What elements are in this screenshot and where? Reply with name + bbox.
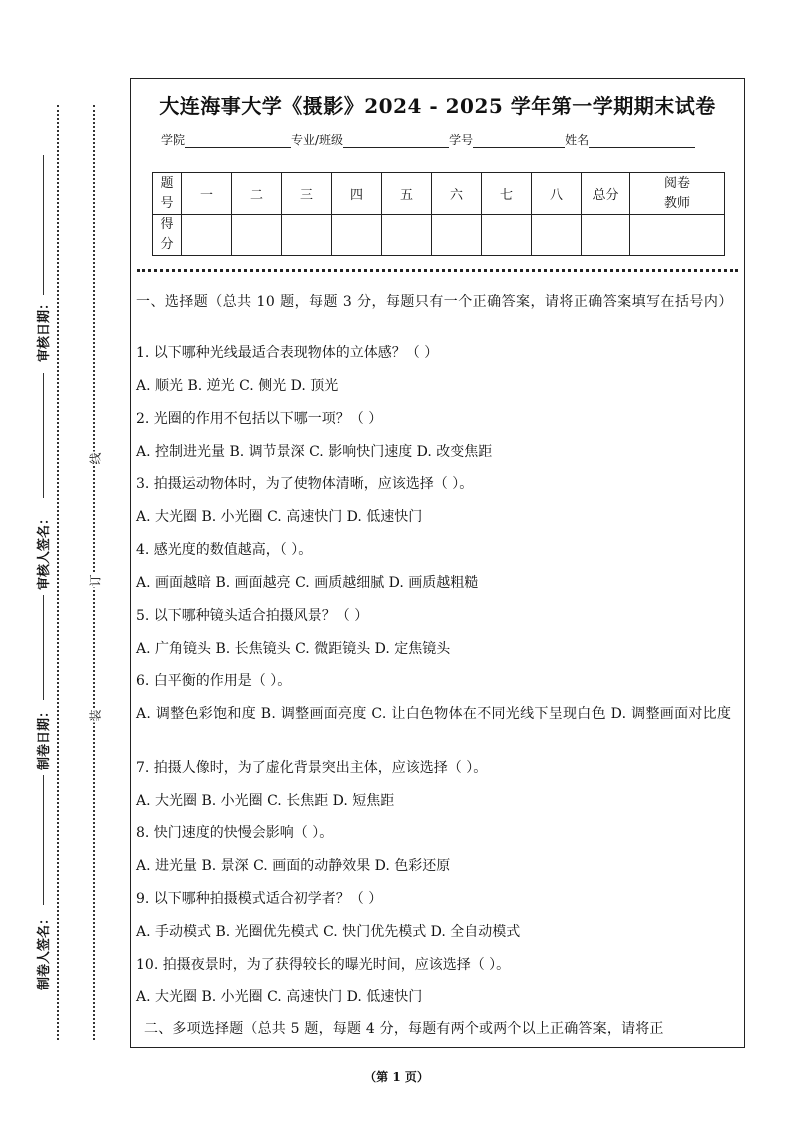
col-4: 四 — [332, 173, 382, 215]
bind-char-staple: 订 — [88, 574, 103, 587]
score-cell-2[interactable] — [232, 215, 282, 256]
score-cell-6[interactable] — [432, 215, 482, 256]
options-4: A. 画面越暗 B. 画面越亮 C. 画质越细腻 D. 画质越粗糙 — [136, 575, 479, 591]
name-field[interactable] — [589, 133, 695, 148]
question-10: 10. 拍摄夜景时，为了获得较长的曝光时间，应该选择（ ）。 — [136, 957, 511, 973]
section1-heading: 一、选择题（总共 10 题，每题 3 分，每题只有一个正确答案，请将正确答案填写在括号内） — [136, 294, 733, 310]
reviewer-signature-label: 审核人签名： — [37, 511, 52, 590]
score-cell-4[interactable] — [332, 215, 382, 256]
options-5: A. 广角镜头 B. 长焦镜头 C. 微距镜头 D. 定焦镜头 — [136, 641, 451, 657]
college-label: 学院 — [161, 133, 186, 147]
major-class-field[interactable] — [343, 133, 449, 148]
section2-heading: 二、多项选择题（总共 5 题，每题 4 分，每题有两个或两个以上正确答案，请将正 — [144, 1021, 664, 1037]
paper-maker-signature-label: 制卷人签名： — [37, 911, 52, 990]
student-id-label: 学号 — [449, 133, 474, 147]
paper-maker-signature-line — [43, 775, 44, 905]
col-6: 六 — [432, 173, 482, 215]
page-number: （第 1 页） — [364, 1070, 429, 1084]
col-7: 七 — [482, 173, 532, 215]
exam-frame — [130, 78, 745, 1048]
col-2: 二 — [232, 173, 282, 215]
col-1: 一 — [182, 173, 232, 215]
paper-date-line — [43, 595, 44, 700]
options-6: A. 调整色彩饱和度 B. 调整画面亮度 C. 让白色物体在不同光线下呈现白色 D. 调整画面对比度 — [136, 706, 732, 722]
student-id-field[interactable] — [473, 133, 565, 148]
name-label: 姓名 — [565, 133, 590, 147]
question-6: 6. 白平衡的作用是（ ）。 — [136, 673, 292, 689]
question-3: 3. 拍摄运动物体时，为了使物体清晰，应该选择（ ）。 — [136, 476, 474, 492]
score-label: 得 分 — [153, 215, 182, 256]
bind-char-line: 线 — [88, 452, 103, 465]
question-9: 9. 以下哪种拍摄模式适合初学者？（ ） — [136, 891, 383, 907]
score-table — [152, 172, 725, 256]
score-cell-reviewer[interactable] — [630, 215, 725, 256]
score-cell-3[interactable] — [282, 215, 332, 256]
col-8: 八 — [532, 173, 582, 215]
options-8: A. 进光量 B. 景深 C. 画面的动静效果 D. 色彩还原 — [136, 858, 451, 874]
options-1: A. 顺光 B. 逆光 C. 侧光 D. 顶光 — [136, 378, 339, 394]
options-2: A. 控制进光量 B. 调节景深 C. 影响快门速度 D. 改变焦距 — [136, 444, 493, 460]
score-table-score-row — [153, 215, 725, 256]
col-5: 五 — [382, 173, 432, 215]
options-9: A. 手动模式 B. 光圈优先模式 C. 快门优先模式 D. 全自动模式 — [136, 924, 521, 940]
bind-char-bind: 装 — [88, 709, 103, 722]
question-7: 7. 拍摄人像时，为了虚化背景突出主体，应该选择（ ）。 — [136, 760, 488, 776]
question-number-label: 题 号 — [153, 173, 182, 215]
score-table-header-row — [153, 173, 725, 215]
col-reviewer: 阅卷 教师 — [630, 173, 725, 215]
exam-title: 大连海事大学《摄影》2024 - 2025 学年第一学期期末试卷 — [159, 94, 716, 118]
question-5: 5. 以下哪种镜头适合拍摄风景？（ ） — [136, 608, 369, 624]
major-class-label: 专业/班级 — [291, 133, 344, 147]
question-8: 8. 快门速度的快慢会影响（ ）。 — [136, 825, 334, 841]
question-2: 2. 光圈的作用不包括以下哪一项？（ ） — [136, 411, 383, 427]
score-cell-5[interactable] — [382, 215, 432, 256]
binding-dotted-line-left — [57, 105, 59, 1040]
options-7: A. 大光圈 B. 小光圈 C. 长焦距 D. 短焦距 — [136, 793, 395, 809]
reviewer-signature-line — [43, 373, 44, 498]
review-date-label: 审核日期： — [37, 296, 52, 362]
review-date-line — [43, 155, 44, 295]
options-10: A. 大光圈 B. 小光圈 C. 高速快门 D. 低速快门 — [136, 989, 423, 1005]
question-1: 1. 以下哪种光线最适合表现物体的立体感？（ ） — [136, 345, 439, 361]
student-info-row — [161, 131, 695, 148]
paper-date-label: 制卷日期： — [37, 704, 52, 770]
col-3: 三 — [282, 173, 332, 215]
score-cell-8[interactable] — [532, 215, 582, 256]
section-separator — [137, 269, 738, 272]
score-cell-1[interactable] — [182, 215, 232, 256]
question-4: 4. 感光度的数值越高，（ ）。 — [136, 542, 313, 558]
score-cell-total[interactable] — [582, 215, 630, 256]
options-3: A. 大光圈 B. 小光圈 C. 高速快门 D. 低速快门 — [136, 509, 423, 525]
col-total: 总分 — [582, 173, 630, 215]
score-cell-7[interactable] — [482, 215, 532, 256]
college-field[interactable] — [185, 133, 291, 148]
